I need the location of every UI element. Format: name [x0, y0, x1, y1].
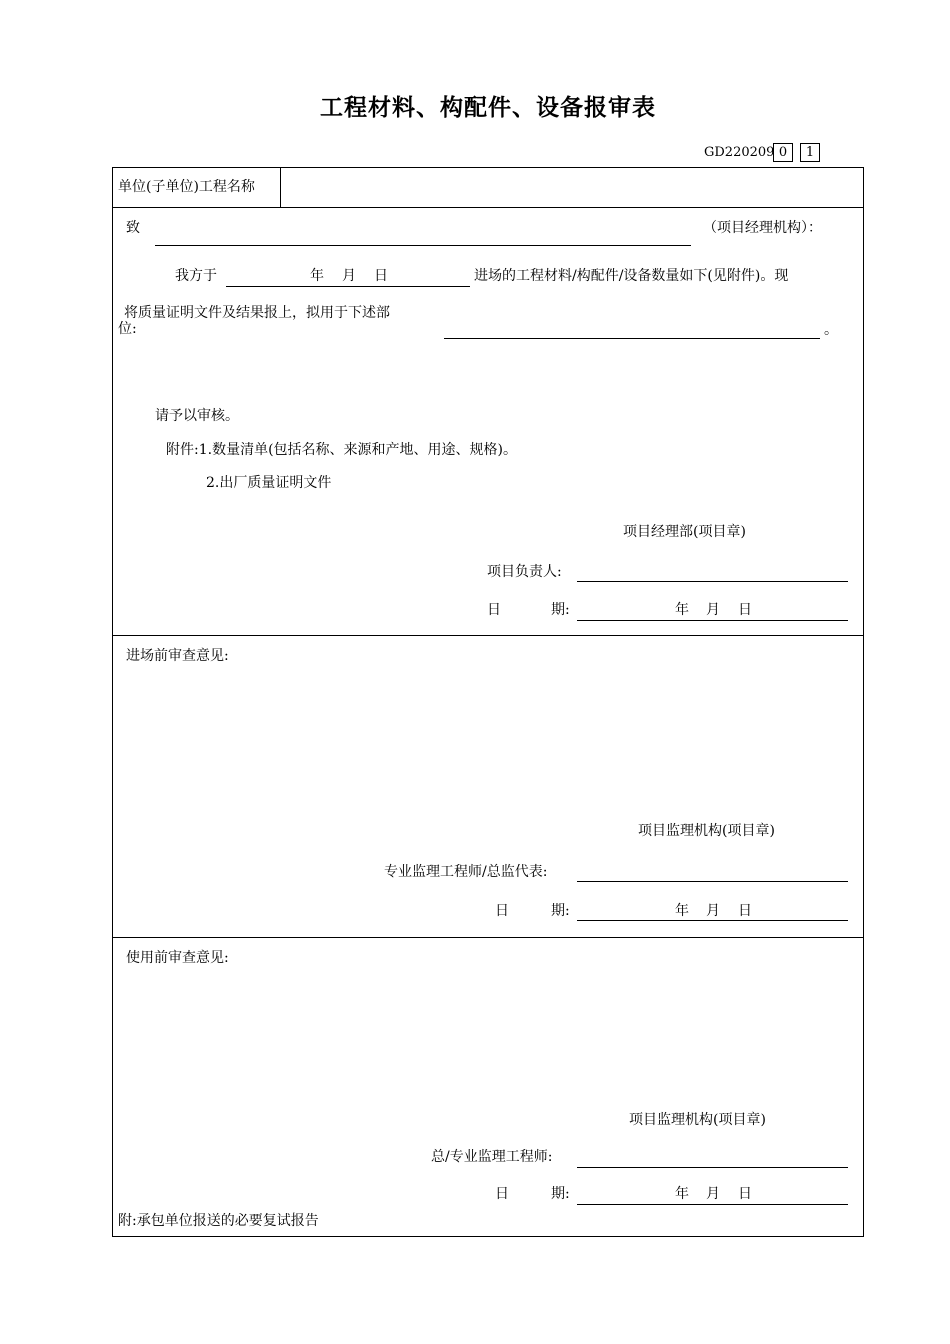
responsible-label: 项目负责人:: [487, 564, 562, 580]
pre-entry-month: 月: [706, 903, 720, 919]
responsible-signature-line[interactable]: [577, 581, 848, 582]
form-code: GD220209: [704, 145, 775, 160]
we-on-label: 我方于: [175, 268, 217, 284]
pre-entry-date-line[interactable]: [577, 920, 848, 921]
pm-seal: 项目经理部(项目章): [623, 524, 746, 540]
pre-use-heading: 使用前审查意见:: [126, 950, 229, 966]
form-code-digit-1: 0: [773, 143, 793, 162]
location-end-mark: 。: [824, 322, 838, 338]
please-review: 请予以审核。: [155, 408, 239, 424]
applicant-year: 年: [675, 602, 689, 618]
date-label-char-1: 日: [487, 602, 501, 618]
to-suffix: （项目经理机构）：: [703, 220, 822, 236]
row-divider: [112, 207, 863, 208]
applicant-date-line[interactable]: [577, 620, 848, 621]
pre-entry-date-char-1: 日: [495, 903, 509, 919]
entry-date-line[interactable]: [226, 286, 470, 287]
pre-use-date-char-1: 日: [495, 1186, 509, 1202]
pre-use-signature-line[interactable]: [577, 1167, 848, 1168]
pre-entry-seal: 项目监理机构(项目章): [638, 823, 775, 839]
page-title: 工程材料、构配件、设备报审表: [320, 95, 656, 121]
quality-doc-text-wrap: 位:: [118, 321, 137, 337]
section-divider: [112, 937, 863, 938]
project-name-field[interactable]: [282, 168, 860, 206]
section-divider: [112, 635, 863, 636]
to-label: 致: [126, 220, 140, 236]
pre-entry-signature-line[interactable]: [577, 881, 848, 882]
date-label-char-2: 期:: [551, 602, 570, 618]
quality-doc-text: 将质量证明文件及结果报上，拟用于下述部: [124, 305, 390, 321]
pre-use-date-char-2: 期:: [551, 1186, 570, 1202]
attachment-1: 附件:1.数量清单(包括名称、来源和产地、用途、规格)。: [166, 442, 517, 458]
pre-use-year: 年: [675, 1186, 689, 1202]
form-code-digit-2: 1: [800, 143, 820, 162]
pre-use-date-line[interactable]: [577, 1204, 848, 1205]
footnote: 附:承包单位报送的必要复试报告: [118, 1213, 319, 1229]
pre-use-month: 月: [706, 1186, 720, 1202]
entry-day: 日: [374, 268, 388, 284]
project-name-label: 单位(子单位)工程名称: [118, 179, 255, 195]
form-table: [112, 167, 864, 1237]
pre-use-day: 日: [738, 1186, 752, 1202]
location-line[interactable]: [444, 338, 820, 339]
applicant-month: 月: [706, 602, 720, 618]
entry-text: 进场的工程材料/构配件/设备数量如下(见附件)。现: [474, 268, 789, 284]
pre-entry-day: 日: [738, 903, 752, 919]
pre-use-seal: 项目监理机构(项目章): [629, 1112, 766, 1128]
entry-month: 月: [342, 268, 356, 284]
pre-entry-year: 年: [675, 903, 689, 919]
pre-use-signer-label: 总/专业监理工程师:: [431, 1149, 553, 1165]
pre-entry-heading: 进场前审查意见:: [126, 648, 229, 664]
pre-entry-signer-label: 专业监理工程师/总监代表:: [384, 864, 548, 880]
to-recipient-line[interactable]: [155, 245, 691, 246]
entry-year: 年: [310, 268, 324, 284]
pre-entry-date-char-2: 期:: [551, 903, 570, 919]
attachment-2: 2.出厂质量证明文件: [206, 475, 332, 491]
applicant-day: 日: [738, 602, 752, 618]
